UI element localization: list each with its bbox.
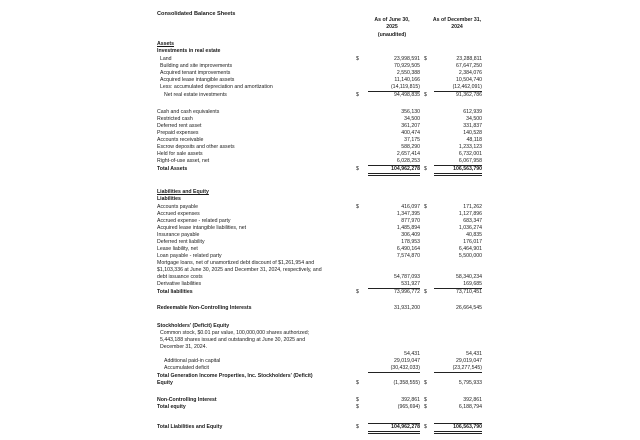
nci-label: Non-Controlling Interest <box>157 397 217 403</box>
mortgage-label-line1: Mortgage loans, net of unamortized debt discount of $1,261,954 and <box>157 260 315 266</box>
col1-header-line1: As of June 30, <box>374 17 410 23</box>
total-double-rule <box>434 173 482 176</box>
subtotal-rule <box>368 372 420 373</box>
total-double-rule <box>434 431 482 434</box>
liabilities-equity-heading: Liabilities and Equity <box>157 189 209 195</box>
col1-header-line2: 2025 <box>386 24 398 30</box>
total-gipr-equity-line2: Equity <box>157 380 173 386</box>
page-title: Consolidated Balance Sheets <box>157 11 236 17</box>
investments-heading: Investments in real estate <box>157 48 221 54</box>
subtotal-rule <box>434 372 482 373</box>
total-assets-label: Total Assets <box>157 166 188 172</box>
common-stock-line1: Common stock, $0.01 par value, 100,000,000 shares authorized; <box>160 330 310 336</box>
total-double-rule <box>368 431 420 434</box>
mortgage-label-line2: $1,103,336 at June 30, 2025 and December 31, 2024, respectively, and <box>157 267 322 273</box>
assets-heading: Assets <box>157 41 175 47</box>
total-liabilities-label: Total liabilities <box>157 289 193 295</box>
mortgage-label-line3: debt issuance costs <box>157 274 203 280</box>
total-liabilities-equity-label: Total Liabilities and Equity <box>157 424 223 430</box>
balance-sheet-page: Consolidated Balance Sheets As of June 30, 2025 (unaudited) As of December 31, 2024 Assets Investments in real estate Land $ 23,998,591 $ 23,288,811 Building and site improvements 70,929,505 67,647,250 Acquired tenant improvements 2,550,388 2,384,076 Acquired lease intangible assets 11,140,166 10,504,740 Less: accumulated depreciation and amortization (14,119,815) (12,462,091) Net real estate investments $ 94,498,835 $ 91,362,786 Cash and cash equivalents 356,130 612,939 Restricted cash 34,500 34,500 Deferred rent asset 361,207 331,837 Prepaid expenses 400,474 140,528 Accounts receivable 37,175 48,118 Escrow deposits and other assets 588,290 1,233,123 Held for sale assets 2,657,414 6,732,001 Right-of-use asset, net 6,028,253 6,067,958 Total Assets $ 104,962,278 $ 106,563,790 Liabilities and Equity Liabilities Accounts payable $ 416,097 $ 171,262 Accrued expenses 1,347,395 1,127,896 Accrued expense - related party 877,970 683,347 Acquired lease intangible liabilities, net 1,485,894 1,036,274 Insurance payable 306,409 40,835 Deferred rent liability 178,953 176,017 Lease liability, net 6,490,164 6,464,901 Loan payable - related party 7,574,870 5,500,000 Mortgage loans, net of unamortized debt discount of $1,261,954 and $1,103,336 at June 30, 2025 and December 31, 2024, respectively, and debt issuance costs 54,787,093 58,340,234 Derivative liabilities 531,927 169,685 Total liabilities $ 73,996,772 $ 73,710,451 Redeemable Non-Controlling Interests 31,931,200 26,664,545 Stockholders' (Deficit) Equity Common stock, $0.01 par value, 100,000,000 shares authorized; 5,443,188 shares issued and outstanding at June 30, 2025 and December 31, 2024. 54,431 54,431 Additional paid-in capital 29,019,047 29,019,047 Accumulated deficit (30,432,033) (23,277,545) Total Generation Income Properties, Inc. Stockholders' (Deficit) Equity $ (1,358,555) $ 5,795,933 Non-Controlling Interest $ 392,861 $ 392,861 Total equity $ (965,694) $ 6,188,794 Total Liabilities and Equity $ 104,962,278 $ 106,563,790 <box>0 0 640 440</box>
net-real-estate-label: Net real estate investments <box>164 92 227 98</box>
col2-header-line2: 2024 <box>451 24 463 30</box>
col2-header-line1: As of December 31, <box>432 17 482 23</box>
redeemable-nci-label: Redeemable Non-Controlling Interests <box>157 305 252 311</box>
total-equity-label: Total equity <box>157 404 186 410</box>
common-stock-line3: December 31, 2024. <box>160 344 208 350</box>
equity-heading: Stockholders' (Deficit) Equity <box>157 323 230 329</box>
liabilities-heading: Liabilities <box>157 196 181 202</box>
total-double-rule <box>368 173 420 176</box>
common-stock-line2: 5,443,188 shares issued and outstanding at June 30, 2025 and <box>160 337 306 343</box>
col1-header-line3: (unaudited) <box>377 32 407 38</box>
total-gipr-equity-line1: Total Generation Income Properties, Inc. Stockholders' (Deficit) <box>157 373 313 379</box>
